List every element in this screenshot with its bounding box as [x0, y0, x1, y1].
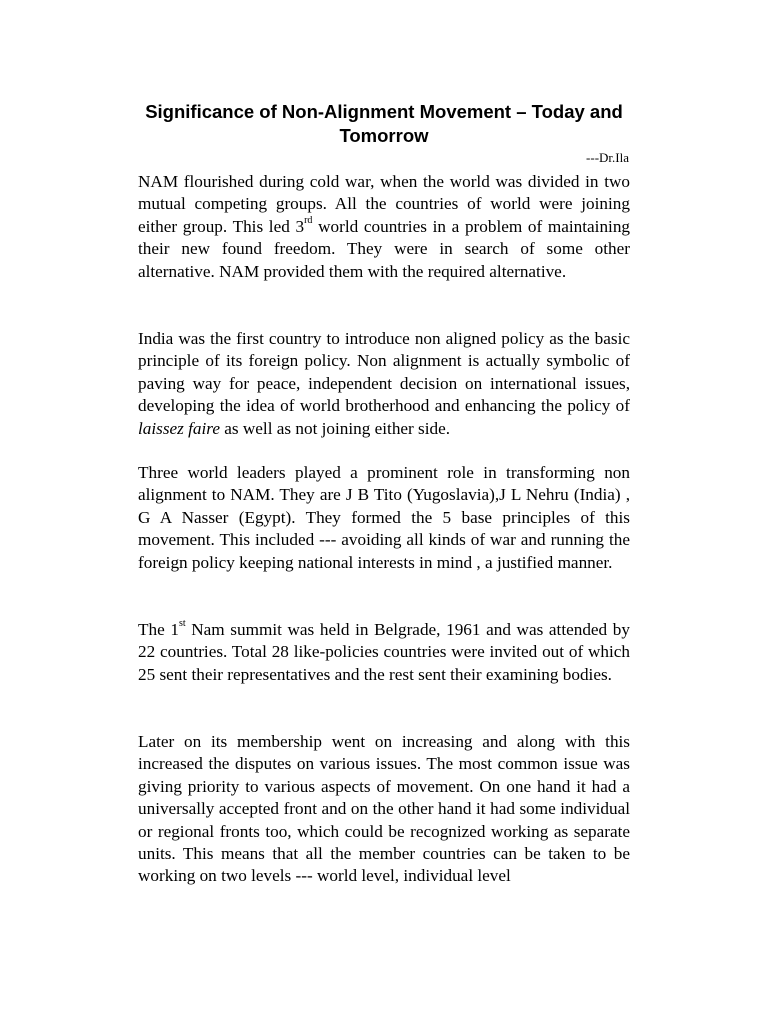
- paragraph-2-italic-term: laissez faire: [138, 418, 220, 438]
- paragraph-2-text-a: India was the first country to introduce non aligned policy as the basic principle of its foreign policy. Non alignment is actually symbolic of paving way for peace, independent decision on international issues, developing the idea of world brotherhood and enhancing the policy of: [138, 329, 630, 416]
- paragraph-1-superscript: rd: [304, 215, 313, 227]
- author-byline: ---Dr.Ila: [586, 150, 629, 165]
- paragraph-2: [138, 328, 630, 440]
- paragraph-4: [138, 619, 630, 686]
- paragraph-4-text-a: The 1: [138, 620, 179, 639]
- paragraph-2-text-b: as well as not joining either side.: [219, 418, 451, 438]
- paragraph-4-text-b: Nam summit was held in Belgrade, 1961 and was attended by 22 countries. Total 28 like-policies countries were invited out of which 25 sent their representatives and the rest sent their examining bodies.: [138, 620, 630, 684]
- paragraph-1-text-a: NAM flourished during cold war, when the world was divided in two mutual competing groups. All the countries of world were joining either group. This led 3: [138, 172, 630, 236]
- paragraph-1: [138, 171, 630, 283]
- paragraph-3: Three world leaders played a prominent role in transforming non alignment to NAM. They are J B Tito (Yugoslavia),J L Nehru (India) , G A Nasser (Egypt). They formed the 5 base principles of this movement. This included --- avoiding all kinds of war and running the foreign policy keeping national interests in mind , a justified manner.: [138, 463, 630, 572]
- paragraph-5: Later on its membership went on increasing and along with this increased the disputes on various issues. The most common issue was giving priority to various aspects of movement. On one hand it had a universally accepted front and on the other hand it had some individual or regional fronts too, which could be recognized working as separate units. This means that all the member countries can be taken to be working on two levels --- world level, individual level: [138, 732, 630, 886]
- page-title: Significance of Non-Alignment Movement – Today and Tomorrow: [145, 101, 623, 146]
- paragraph-4-superscript: st: [178, 618, 186, 630]
- paragraph-1-text-b: world countries in a problem of maintaining their new found freedom. They were in search of some other alternative. NAM provided them with the required alternative.: [138, 216, 631, 281]
